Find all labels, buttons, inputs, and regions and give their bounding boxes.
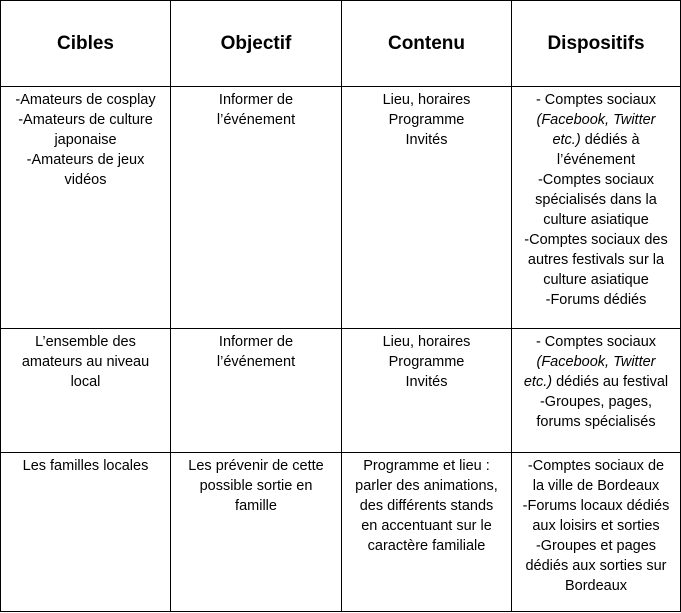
cell-line: parler des animations, bbox=[355, 478, 498, 494]
cell-cibles bbox=[1, 453, 171, 612]
cell-line-italic: (Facebook, Twitter bbox=[536, 354, 656, 370]
table-row bbox=[1, 87, 681, 329]
cell-line: - Comptes sociaux bbox=[535, 334, 657, 350]
cell-line: la ville de Bordeaux bbox=[532, 478, 660, 494]
cell-line: Lieu, horaires bbox=[382, 92, 471, 108]
cell-line: - Comptes sociaux bbox=[535, 92, 657, 108]
cell-line: -Amateurs de culture bbox=[18, 112, 153, 128]
cell-line-italic: etc.) bbox=[523, 374, 553, 390]
cell-line: -Groupes et pages bbox=[535, 538, 657, 554]
cell-line: Invités bbox=[405, 132, 448, 148]
cell-objectif bbox=[171, 453, 342, 612]
cell-line: Programme bbox=[388, 354, 465, 370]
cell-line: japonaise bbox=[54, 132, 117, 148]
cell-line: -Forums dédiés bbox=[545, 292, 647, 308]
cell-line: spécialisés dans la bbox=[535, 192, 657, 208]
cell-line: -Amateurs de jeux bbox=[26, 152, 145, 168]
table-row bbox=[1, 453, 681, 612]
cell-line bbox=[516, 110, 676, 130]
header-contenu: Contenu bbox=[342, 1, 512, 87]
cell-line: culture asiatique bbox=[543, 272, 649, 288]
cell-line: des différents stands bbox=[359, 498, 494, 514]
cell-line: local bbox=[70, 374, 101, 390]
cell-line: -Comptes sociaux de bbox=[527, 458, 665, 474]
header-row bbox=[1, 1, 681, 87]
cell-line: -Comptes sociaux des bbox=[524, 232, 668, 248]
cell-line: Informer de bbox=[218, 334, 294, 350]
cell-line: autres festivals sur la bbox=[527, 252, 665, 268]
cell-line: l’événement bbox=[216, 112, 296, 128]
cell-line: vidéos bbox=[64, 172, 107, 188]
cell-line-italic: (Facebook, Twitter bbox=[536, 112, 656, 128]
cell-line-rest: dédiés à bbox=[580, 132, 640, 148]
cell-dispositifs bbox=[512, 453, 681, 612]
table-row bbox=[1, 329, 681, 453]
cell-line: l’événement bbox=[556, 152, 636, 168]
cell-line bbox=[516, 130, 676, 150]
cell-contenu bbox=[342, 329, 512, 453]
header-objectif: Objectif bbox=[171, 1, 342, 87]
cell-line: Programme bbox=[388, 112, 465, 128]
cell-line: famille bbox=[235, 498, 277, 514]
cell-line-rest: dédiés au festival bbox=[552, 374, 669, 390]
header-cibles: Cibles bbox=[1, 1, 171, 87]
cell-contenu bbox=[342, 453, 512, 612]
cell-line: Programme et lieu : bbox=[363, 458, 490, 474]
cell-line: caractère familiale bbox=[367, 538, 486, 554]
cell-dispositifs bbox=[512, 329, 681, 453]
cell-line: culture asiatique bbox=[543, 212, 649, 228]
cell-line: -Comptes sociaux bbox=[537, 172, 655, 188]
cell-line: possible sortie en bbox=[199, 478, 313, 494]
cell-line: aux loisirs et sorties bbox=[532, 518, 660, 534]
cell-line: en accentuant sur le bbox=[361, 518, 492, 534]
cell-line: Lieu, horaires bbox=[382, 334, 471, 350]
cell-line: -Forums locaux dédiés bbox=[522, 498, 670, 514]
cell-line: Invités bbox=[405, 374, 448, 390]
cell-line: Informer de bbox=[218, 92, 294, 108]
cell-line: Les familles locales bbox=[22, 458, 149, 474]
cell-objectif bbox=[171, 87, 342, 329]
cell-cibles bbox=[1, 329, 171, 453]
cell-dispositifs bbox=[512, 87, 681, 329]
cell-line bbox=[516, 372, 676, 392]
cell-objectif bbox=[171, 329, 342, 453]
cell-line-italic: etc.) bbox=[552, 132, 581, 148]
header-dispositifs: Dispositifs bbox=[512, 1, 681, 87]
cell-line bbox=[516, 352, 676, 372]
cell-line: l’événement bbox=[216, 354, 296, 370]
cell-line: Les prévenir de cette bbox=[188, 458, 324, 474]
cell-line: forums spécialisés bbox=[536, 414, 656, 430]
cell-line: -Amateurs de cosplay bbox=[15, 92, 156, 108]
cell-cibles bbox=[1, 87, 171, 329]
cell-line: L’ensemble des bbox=[35, 334, 136, 350]
cell-line: Bordeaux bbox=[564, 578, 628, 594]
cell-line: -Groupes, pages, bbox=[539, 394, 653, 410]
cell-contenu bbox=[342, 87, 512, 329]
cell-line: amateurs au niveau bbox=[21, 354, 150, 370]
cell-line: dédiés aux sorties sur bbox=[525, 558, 667, 574]
